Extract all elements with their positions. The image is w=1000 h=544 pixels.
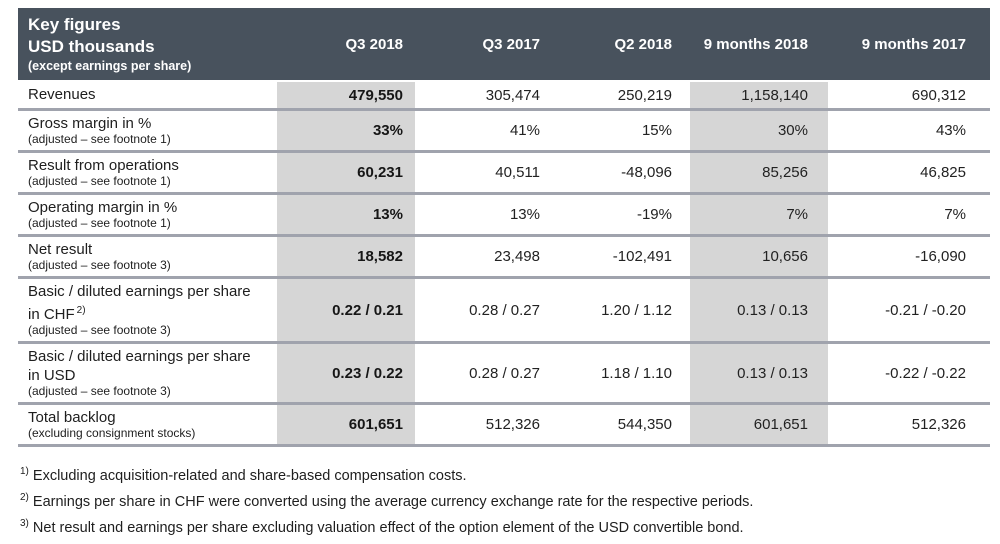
- row-label-cell: [18, 236, 277, 278]
- cell-9-months-2017: 46,825: [828, 152, 990, 194]
- cell-q2-2018: 1.18 / 1.10: [555, 343, 690, 404]
- table-row: [18, 404, 990, 446]
- row-label-cell: [18, 194, 277, 236]
- row-label-cell: [18, 404, 277, 446]
- cell-q3-2018: 33%: [277, 110, 415, 152]
- table-row: [18, 343, 990, 404]
- footnote-1-marker: 1): [20, 466, 29, 477]
- cell-q2-2018: -19%: [555, 194, 690, 236]
- cell-q3-2017: 40,511: [415, 152, 555, 194]
- row-note: (adjusted – see footnote 1): [28, 132, 171, 146]
- row-note: (excluding consignment stocks): [28, 426, 196, 440]
- cell-q3-2017: 23,498: [415, 236, 555, 278]
- cell-q2-2018: 250,219: [617, 86, 672, 104]
- table-title-note: (except earnings per share): [28, 59, 192, 73]
- row-label-text: Basic / diluted earnings per share in USD: [28, 348, 251, 384]
- key-figures-table: [18, 8, 990, 447]
- column-header-q3-2017: Q3 2017: [415, 8, 555, 81]
- footnote-2: [20, 487, 1000, 513]
- footnote-3-text: Net result and earnings per share excluding valuation effect of the option element of the USD convertible bond.: [32, 519, 744, 536]
- cell-q2-2018: -48,096: [555, 152, 690, 194]
- row-label: [28, 282, 253, 324]
- row-label-text: Basic / diluted earnings per share in CHF: [28, 283, 251, 323]
- table-row: [18, 110, 990, 152]
- table-row: [18, 278, 990, 343]
- column-header-9-months-2018: 9 months 2018: [690, 8, 828, 81]
- row-label: [28, 347, 253, 385]
- cell-q3-2017: 0.28 / 0.27: [415, 278, 555, 343]
- row-label: [28, 240, 253, 259]
- cell-q2-2018: 15%: [555, 110, 690, 152]
- cell-q3-2017: 13%: [415, 194, 555, 236]
- cell-q3-2018: 0.22 / 0.21: [277, 278, 415, 343]
- cell-9-months-2017: 512,326: [828, 404, 990, 446]
- row-note: (adjusted – see footnote 3): [28, 323, 171, 337]
- cell-9-months-2018: 10,656: [690, 236, 828, 278]
- table-title-cell: [18, 8, 277, 81]
- cell-9-months-2018: 85,256: [690, 152, 828, 194]
- row-label: [28, 114, 253, 133]
- footnote-3-marker: 3): [20, 517, 29, 529]
- footnote-3: [20, 513, 1000, 539]
- row-note: (adjusted – see footnote 1): [28, 174, 171, 188]
- row-label-text: Result from operations: [28, 157, 179, 174]
- row-label: [28, 198, 253, 217]
- cell-q3-2018: 18,582: [277, 236, 415, 278]
- cell-9-months-2018: 1,158,140: [690, 81, 828, 110]
- cell-q3-2017: 0.28 / 0.27: [415, 343, 555, 404]
- cell-9-months-2018: 0.13 / 0.13: [690, 278, 828, 343]
- cell-9-months-2017: 7%: [828, 194, 990, 236]
- cell-9-months-2018: 7%: [690, 194, 828, 236]
- table-row: [18, 236, 990, 278]
- row-label-cell: [18, 81, 277, 110]
- cell-q3-2018: 0.23 / 0.22: [277, 343, 415, 404]
- cell-9-months-2018: 30%: [690, 110, 828, 152]
- cell-q2-2018: 544,350: [555, 404, 690, 446]
- table-body: [18, 81, 990, 446]
- cell-q3-2017: 305,474: [485, 86, 540, 104]
- cell-q3-2017: 41%: [415, 110, 555, 152]
- row-label: [28, 85, 253, 104]
- column-header-9-months-2017: 9 months 2017: [828, 8, 990, 81]
- row-label-text: Net result: [28, 241, 93, 258]
- row-label-cell: [18, 278, 277, 343]
- table-title: Key figures: [28, 15, 121, 34]
- table-header-row: [18, 8, 990, 81]
- column-header-q2-2018: Q2 2018: [555, 8, 690, 81]
- row-note: (adjusted – see footnote 1): [28, 216, 171, 230]
- cell-9-months-2017: -0.21 / -0.20: [828, 278, 990, 343]
- row-note: (adjusted – see footnote 3): [28, 258, 171, 272]
- cell-9-months-2017: -16,090: [828, 236, 990, 278]
- cell-9-months-2017: 690,312: [911, 86, 966, 104]
- row-label-text: Gross margin in %: [28, 115, 152, 132]
- cell-9-months-2018: 0.13 / 0.13: [690, 343, 828, 404]
- row-label-cell: [18, 152, 277, 194]
- table-subtitle: USD thousands: [28, 37, 155, 56]
- cell-q3-2018: 479,550: [277, 81, 415, 110]
- cell-q2-2018: 1.20 / 1.12: [555, 278, 690, 343]
- footnote-1: [20, 461, 1000, 487]
- cell-q3-2018: 60,231: [277, 152, 415, 194]
- row-label-text: Total backlog: [28, 409, 116, 426]
- row-label: [28, 408, 253, 427]
- table-row: [18, 152, 990, 194]
- cell-q2-2018: -102,491: [555, 236, 690, 278]
- row-label: [28, 156, 253, 175]
- row-label-cell: [18, 343, 277, 404]
- footnote-2-marker: 2): [20, 491, 29, 503]
- row-label-superscript: 2): [76, 305, 86, 316]
- row-label-cell: [18, 110, 277, 152]
- table-row: [18, 81, 990, 110]
- table-row: [18, 194, 990, 236]
- cell-9-months-2018: 601,651: [690, 404, 828, 446]
- footnote-2-text: Earnings per share in CHF were converted using the average currency exchange rate for the respective periods.: [32, 493, 754, 510]
- cell-9-months-2017: -0.22 / -0.22: [828, 343, 990, 404]
- row-label-text: Revenues: [28, 86, 96, 103]
- row-note: (adjusted – see footnote 3): [28, 384, 171, 398]
- footnote-1-text: Excluding acquisition-related and share-based compensation costs.: [32, 467, 467, 484]
- column-header-q3-2018: Q3 2018: [277, 8, 415, 81]
- cell-9-months-2017: 43%: [828, 110, 990, 152]
- footnotes: [20, 461, 1000, 538]
- cell-q3-2018: 601,651: [277, 404, 415, 446]
- cell-q3-2018: 13%: [277, 194, 415, 236]
- row-label-text: Operating margin in %: [28, 199, 178, 216]
- cell-q3-2017: 512,326: [415, 404, 555, 446]
